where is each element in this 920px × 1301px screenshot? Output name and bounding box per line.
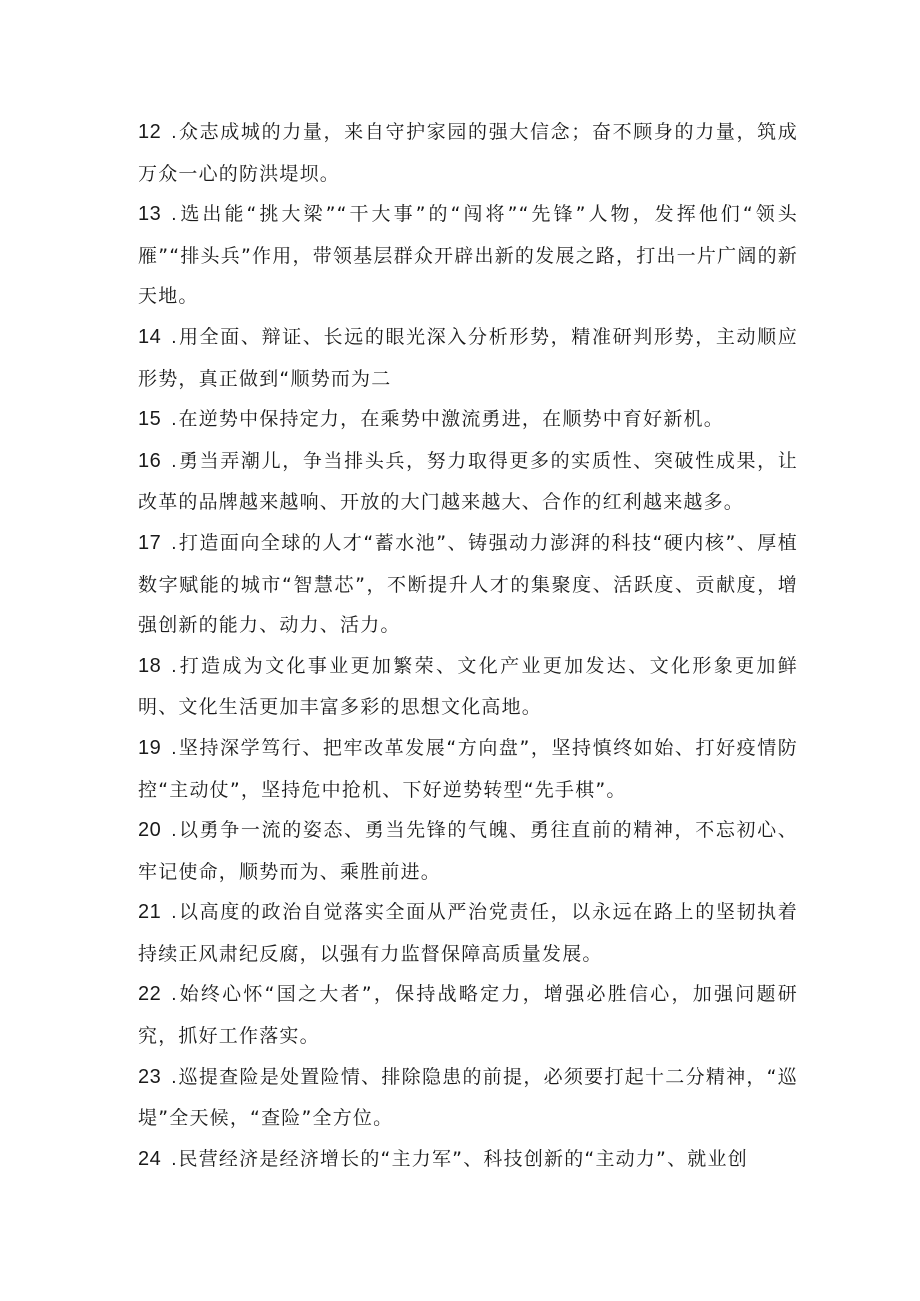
item-text: 坚持深学笃行、把牢改革发展“方向盘”，坚持慎终如始、打好疫情防控“主动仗”，坚持危中抢机、下好逆势转型“先手棋”。 xyxy=(138,736,798,801)
list-item: 24 . 民营经济是经济增长的“主力军”、科技创新的“主动力”、就业创 xyxy=(138,1147,748,1170)
item-text: 巡提查险是处置险情、排除隐患的前提，必须要打起十二分精神，“巡堤”全天候，“查险”全方位。 xyxy=(138,1065,798,1130)
document-page xyxy=(138,112,798,1180)
item-text: 打造成为文化事业更加繁荣、文化产业更加发达、文化形象更加鲜明、文化生活更加丰富多彩的思想文化高地。 xyxy=(138,654,798,719)
item-number: 21 xyxy=(138,901,162,924)
list-item: 21 . 以高度的政治自觉落实全面从严治党责任，以永远在路上的坚韧执着持续正风肃纪反腐，以强有力监督保障高质量发展。 xyxy=(138,901,798,965)
item-text: 以高度的政治自觉落实全面从严治党责任，以永远在路上的坚韧执着持续正风肃纪反腐，以强有力监督保障高质量发展。 xyxy=(138,901,798,965)
item-text: 众志成城的力量，来自守护家园的强大信念；奋不顾身的力量，筑成万众一心的防洪堤坝。 xyxy=(138,121,798,185)
list-item: 22 . 始终心怀“国之大者”，保持战略定力，增强必胜信心，加强问题研究，抓好工作落实。 xyxy=(138,983,798,1048)
item-number: 15 xyxy=(138,408,162,431)
list-item: 20 . 以勇争一流的姿态、勇当先锋的气魄、勇往直前的精神，不忘初心、牢记使命，顺势而为、乘胜前进。 xyxy=(138,819,798,883)
item-number: 14 xyxy=(138,325,162,348)
item-text: 打造面向全球的人才“蓄水池”、铸强动力澎湃的科技“硬内核”、厚植数字赋能的城市“智慧芯”，不断提升人才的集聚度、活跃度、贡献度，增强创新的能力、动力、活力。 xyxy=(138,531,798,637)
item-text: 勇当弄潮儿，争当排头兵，努力取得更多的实质性、突破性成果，让改革的品牌越来越响、开放的大门越来越大、合作的红利越来越多。 xyxy=(138,449,798,514)
list-item: 19 . 坚持深学笃行、把牢改革发展“方向盘”，坚持慎终如始、打好疫情防控“主动仗”，坚持危中抢机、下好逆势转型“先手棋”。 xyxy=(138,736,798,801)
item-number: 24 xyxy=(138,1147,162,1170)
item-text: 选出能“挑大梁”“干大事”的“闯将”“先锋”人物，发挥他们“领头雁”“排头兵”作用，带领基层群众开辟出新的发展之路，打出一片广阔的新天地。 xyxy=(138,203,798,308)
item-number: 17 xyxy=(138,531,162,554)
list-item: 23 . 巡提查险是处置险情、排除隐患的前提，必须要打起十二分精神，“巡堤”全天候，“查险”全方位。 xyxy=(138,1065,798,1130)
item-text: 在逆势中保持定力，在乘势中激流勇进，在顺势中育好新机。 xyxy=(178,408,724,431)
item-text: 始终心怀“国之大者”，保持战略定力，增强必胜信心，加强问题研究，抓好工作落实。 xyxy=(138,983,798,1048)
list-item: 15 . 在逆势中保持定力，在乘势中激流勇进，在顺势中育好新机。 xyxy=(138,408,724,431)
item-number: 12 xyxy=(138,121,162,143)
item-number: 18 xyxy=(138,654,162,677)
list-item: 14 . 用全面、辩证、长远的眼光深入分析形势，精准研判形势，主动顺应形势，真正做到“顺势而为二 xyxy=(138,325,798,390)
list-item: 18 . 打造成为文化事业更加繁荣、文化产业更加发达、文化形象更加鲜明、文化生活更加丰富多彩的思想文化高地。 xyxy=(138,654,798,719)
item-number: 22 xyxy=(138,983,162,1006)
list-item: 16 . 勇当弄潮儿，争当排头兵，努力取得更多的实质性、突破性成果，让改革的品牌越来越响、开放的大门越来越大、合作的红利越来越多。 xyxy=(138,449,798,514)
item-text: 以勇争一流的姿态、勇当先锋的气魄、勇往直前的精神，不忘初心、牢记使命，顺势而为、乘胜前进。 xyxy=(138,819,798,883)
item-number: 13 xyxy=(138,203,162,226)
item-number: 23 xyxy=(138,1065,162,1088)
item-number: 20 xyxy=(138,819,162,842)
list-item: 17 . 打造面向全球的人才“蓄水池”、铸强动力澎湃的科技“硬内核”、厚植数字赋能的城市“智慧芯”，不断提升人才的集聚度、活跃度、贡献度，增强创新的能力、动力、活力。 xyxy=(138,531,798,637)
item-number: 19 xyxy=(138,736,162,759)
item-number: 16 xyxy=(138,449,162,472)
list-item: 12 . 众志成城的力量，来自守护家园的强大信念；奋不顾身的力量，筑成万众一心的防洪堤坝。 xyxy=(138,121,798,185)
list-item: 13 . 选出能“挑大梁”“干大事”的“闯将”“先锋”人物，发挥他们“领头雁”“排头兵”作用，带领基层群众开辟出新的发展之路，打出一片广阔的新天地。 xyxy=(138,203,798,308)
item-text: 民营经济是经济增长的“主力军”、科技创新的“主动力”、就业创 xyxy=(178,1147,748,1170)
item-text: 用全面、辩证、长远的眼光深入分析形势，精准研判形势，主动顺应形势，真正做到“顺势而为二 xyxy=(138,325,798,390)
